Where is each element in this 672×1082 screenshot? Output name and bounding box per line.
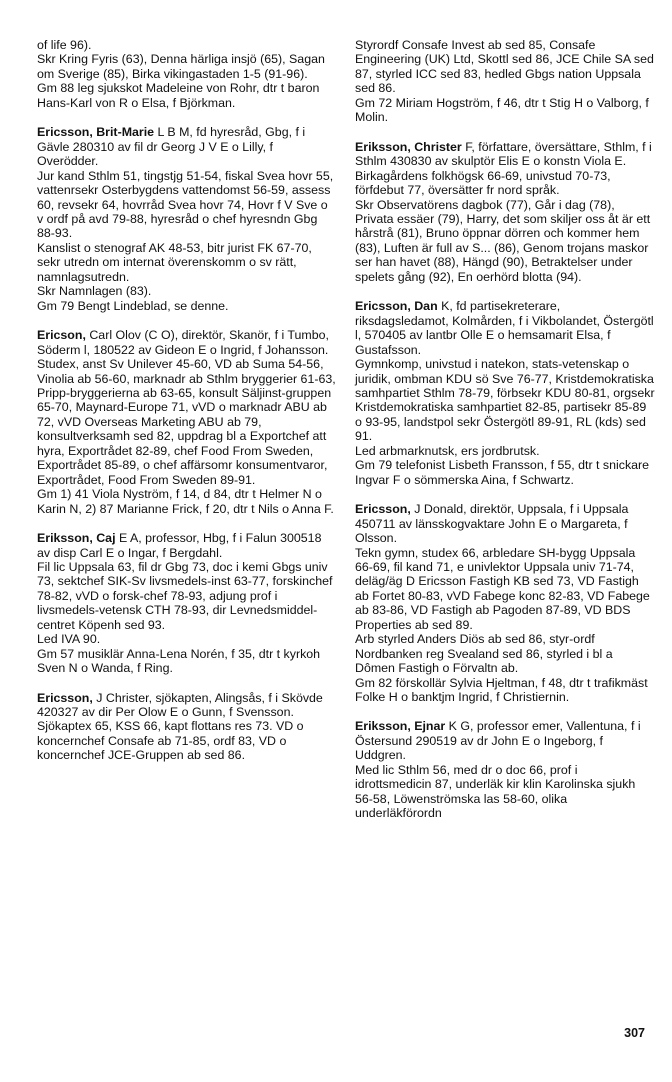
biography-entry xyxy=(37,531,337,676)
right-column xyxy=(355,38,655,836)
page-number: 307 xyxy=(624,1025,645,1040)
biography-entry xyxy=(355,140,655,285)
entry-text: F, författare, översättare, Sthlm, f i Sthlm 430830 av skulptör Elis E o konstn Viola E. Birkagårdens folkhögsk 66-69, univstud 70-73, förfdebut 77, översätter fr nord språk. Skr Observatörens dagbok (77), Går i dag (78), Privata essäer (79), Harry, det som skiljer oss åt är ett hårstrå (81), Bruno öppnar dörren och kommer hem (83), Luften är full av S... (86), Genom trojans maskor ser han havet (88), Hängd (90), Betraktelser under spelets gång (92), En oerhörd blotta (94). xyxy=(355,139,652,284)
entry-name: Ericsson, Dan xyxy=(355,299,438,314)
entry-name: Ericsson, Brit-Marie xyxy=(37,125,155,140)
biography-entry xyxy=(37,328,337,516)
entry-name: Ericsson, xyxy=(355,502,411,517)
entry-text: E A, professor, Hbg, f i Falun 300518 av disp Carl E o Ingar, f Bergdahl. Fil lic Uppsala 63, fil dr Gbg 73, doc i kemi Gbgs univ 73, sektchef SIK-Sv livsmedels-inst 63-77, forskinchef 78-82, vVD o forsk-chef 78-93, adjung prof i livsmedels-vetensk CTH 78-93, dir Levnedsmiddel-centret Köpenh sed 93. Led IVA 90. Gm 57 musiklär Anna-Lena Norén, f 35, dtr t kyrkoh Sven N o Wanda, f Ring. xyxy=(37,531,333,676)
entry-name: Ericson, xyxy=(37,328,86,343)
entry-text: of life 96). Skr Kring Fyris (63), Denna härliga insjö (65), Sagan om Sverige (85), Birka vikingastaden 1-5 (91-96). Gm 88 leg sjukskot Madeleine von Rohr, dtr t baron Hans-Karl von R o Elsa, f Björkman. xyxy=(37,38,325,110)
biography-entry xyxy=(37,125,337,313)
entry-text: Carl Olov (C O), direktör, Skanör, f i Tumbo, Söderm l, 180522 av Gideon E o Ingrid, f Johansson. Studex, anst Sv Unilever 45-60, VD ab Suma 54-56, Vinolia ab 56-60, marknadr ab Sthlm bryggerier 61-63, Pripp-bryggerierna ab 63-65, konsult Säljinst-gruppen 65-70, Maynard-Europe 71, vVD o marknadr ABU ab 72, vVD Overseas Marketing ABU ab 79, konsultverksamh sed 82, uppdrag bl a Exportchef att hyra, Exportrådet 82-89, chef Food From Sweden, Exportrådet 85-89, o chef affärsomr konsumentvaror, Exportrådet, Food From Sweden 89-91. Gm 1) 41 Viola Nyström, f 14, d 84, dtr t Helmer N o Karin N, 2) 87 Marianne Frick, f 20, dtr t Nils o Anna F. xyxy=(37,328,336,516)
entry-name: Ericsson, xyxy=(37,690,93,705)
entry-text: K, fd partisekreterare, riksdagsledamot, Kolmården, f i Vikbolandet, Östergötl l, 570405 av lantbr Olle E o hemsamarit Elsa, f Gustafsson. Gymnkomp, univstud i natekon, stats-vetenskap o juridik, ombman KDU sö Sve 76-77, Kristdemokratiska samhpartiet Sthlm 78-79, förbsekr KDU 80-81, orgsekr Kristdemokratiska samhpartiet 82-85, partisekr 85-89 o 93-95, landstpol sekr Östergötl 89-91, RL (kds) sed 91. Led arbmarknutsk, ers jordbrutsk. Gm 79 telefonist Lisbeth Fransson, f 55, dtr t snickare Ingvar F o sömmerska Aina, f Schwartz. xyxy=(355,299,655,487)
entry-text: Styrordf Consafe Invest ab sed 85, Consafe Engineering (UK) Ltd, Skottl sed 86, JCE Chile SA sed 87, styrled ICC sed 83, hedled Gbgs nation Uppsala sed 86. Gm 72 Miriam Hogström, f 46, dtr t Stig H o Valborg, f Molin. xyxy=(355,38,654,125)
continuation-entry xyxy=(355,38,655,125)
entry-text: L B M, fd hyresråd, Gbg, f i Gävle 280310 av fil dr Georg J V E o Lilly, f Overödder. Jur kand Sthlm 51, tingstjg 51-54, fiskal Svea hovr 55, vattenrsekr Osterbygdens vattendomst 56-59, assess 60, revsekr 64, hovrråd Svea hovr 74, Hovr f V Sve o v ordf på avd 79-88, hyresråd o chef hyresndn Gbg 88-93. Kanslist o stenograf AK 48-53, bitr jurist FK 67-70, sekr utredn om internat överenskomm o sv rätt, namnlagsutredn. Skr Namnlagen (83). Gm 79 Bengt Lindeblad, se denne. xyxy=(37,125,334,313)
continuation-entry xyxy=(37,38,337,110)
entry-name: Eriksson, Ejnar xyxy=(355,719,446,734)
biography-entry xyxy=(355,299,655,487)
entry-text: K G, professor emer, Vallentuna, f i Östersund 290519 av dr John E o Ingeborg, f Uddgren. Med lic Sthlm 56, med dr o doc 66, prof i idrottsmedicin 87, underläk kir klin Karolinska sjukh 56-58, Löwenströmska las 58-60, olika underläkförordn xyxy=(355,719,641,821)
biography-entry xyxy=(37,691,337,763)
biography-entry xyxy=(355,502,655,704)
left-column xyxy=(37,38,337,778)
biography-entry xyxy=(355,719,655,820)
entry-name: Eriksson, Caj xyxy=(37,531,116,546)
entry-text: J Donald, direktör, Uppsala, f i Uppsala 450711 av länsskogvaktare John E o Margareta, f Olsson. Tekn gymn, studex 66, arbledare SH-bygg Uppsala 66-69, fil kand 71, e univlektor Uppsala univ 71-74, deläg/äg D Ericsson Fastigh KB sed 73, VD Fastigh ab Fortet 80-83, vVD Fabege konc 82-83, VD Fabege ab 83-86, VD Fastigh ab Pagoden 87-89, VD BDS Properties ab sed 89. Arb styrled Anders Diös ab sed 86, styr-ordf Nordbanken reg Svealand sed 86, styrled i bl a Dômen Fastigh o Förvaltn ab. Gm 82 förskollär Sylvia Hjeltman, f 48, dtr t trafikmäst Folke H o banktjm Ingrid, f Christiernin. xyxy=(355,502,650,705)
entry-text: J Christer, sjökapten, Alingsås, f i Skövde 420327 av dir Per Olow E o Gunn, f Svensson. Sjökaptex 65, KSS 66, kapt flottans res 73. VD o koncernchef Consafe ab 71-85, ordf 83, VD o koncernchef JCE-Gruppen ab sed 86. xyxy=(37,690,323,763)
entry-name: Eriksson, Christer xyxy=(355,139,462,154)
